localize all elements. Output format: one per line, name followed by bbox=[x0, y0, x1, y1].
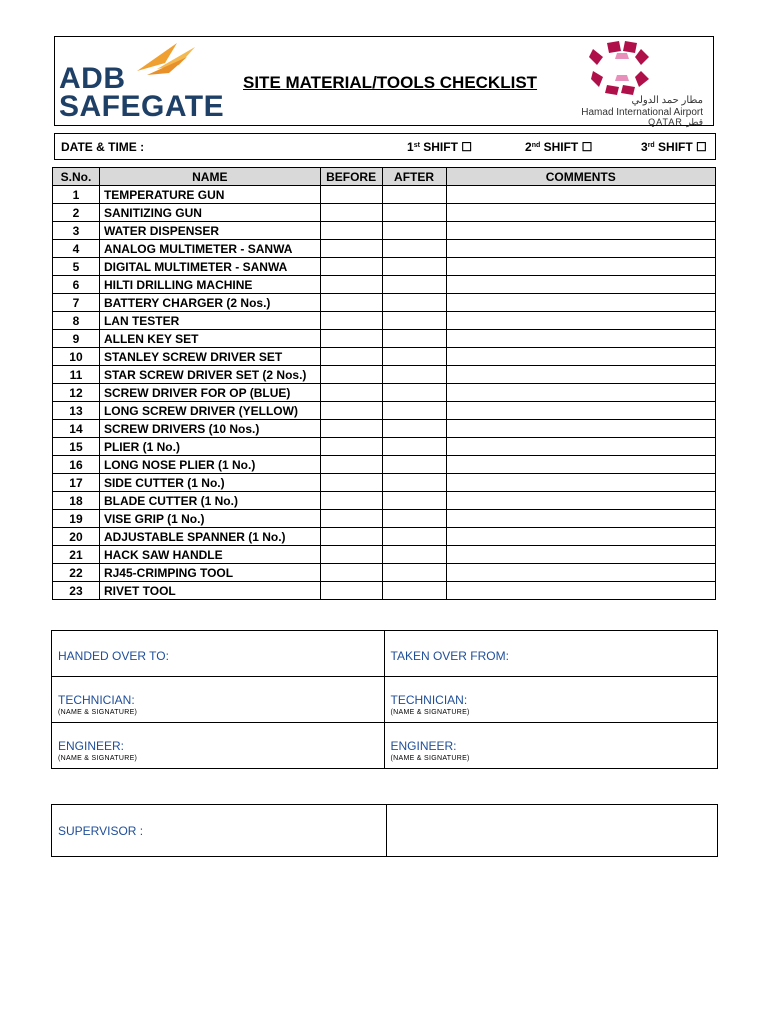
table-row bbox=[53, 222, 716, 240]
comments-cell[interactable] bbox=[446, 474, 715, 492]
after-checkbox-cell[interactable] bbox=[382, 330, 446, 348]
table-row bbox=[53, 294, 716, 312]
shift-1-label: SHIFT ☐ bbox=[419, 140, 473, 154]
sno-cell: 3 bbox=[53, 222, 100, 240]
sno-cell: 16 bbox=[53, 456, 100, 474]
airport-name-english: Hamad International Airport bbox=[581, 107, 703, 118]
table-row bbox=[53, 402, 716, 420]
after-checkbox-cell[interactable] bbox=[382, 222, 446, 240]
table-row bbox=[53, 474, 716, 492]
table-row bbox=[53, 330, 716, 348]
tool-name-cell: STANLEY SCREW DRIVER SET bbox=[99, 348, 320, 366]
after-checkbox-cell[interactable] bbox=[382, 528, 446, 546]
comments-cell[interactable] bbox=[446, 546, 715, 564]
sno-cell: 15 bbox=[53, 438, 100, 456]
tool-name-cell: DIGITAL MULTIMETER - SANWA bbox=[99, 258, 320, 276]
tool-name-cell: BATTERY CHARGER (2 Nos.) bbox=[99, 294, 320, 312]
sno-cell: 14 bbox=[53, 420, 100, 438]
airport-country: QATAR قطر bbox=[648, 117, 703, 127]
handover-table bbox=[51, 630, 718, 769]
comments-cell[interactable] bbox=[446, 366, 715, 384]
sno-cell: 5 bbox=[53, 258, 100, 276]
shift-3-label: SHIFT ☐ bbox=[654, 140, 707, 154]
taken-over-from-label: TAKEN OVER FROM: bbox=[390, 649, 509, 663]
technician-row bbox=[52, 677, 718, 723]
before-checkbox-cell[interactable] bbox=[320, 564, 382, 582]
tool-name-cell: RJ45-CRIMPING TOOL bbox=[99, 564, 320, 582]
sno-cell: 10 bbox=[53, 348, 100, 366]
sno-cell: 21 bbox=[53, 546, 100, 564]
before-checkbox-cell[interactable] bbox=[320, 258, 382, 276]
column-header-after: AFTER bbox=[382, 168, 446, 186]
tool-name-cell: LONG SCREW DRIVER (YELLOW) bbox=[99, 402, 320, 420]
comments-cell[interactable] bbox=[446, 456, 715, 474]
supervisor-label: SUPERVISOR : bbox=[52, 805, 387, 857]
page-title: SITE MATERIAL/TOOLS CHECKLIST bbox=[243, 73, 538, 92]
sno-cell: 9 bbox=[53, 330, 100, 348]
table-row bbox=[53, 240, 716, 258]
table-row bbox=[53, 348, 716, 366]
technician-right-sub: (NAME & SIGNATURE) bbox=[390, 709, 470, 716]
engineer-right-label: ENGINEER: bbox=[390, 739, 457, 753]
table-header-row bbox=[53, 168, 716, 186]
tool-name-cell: STAR SCREW DRIVER SET (2 Nos.) bbox=[99, 366, 320, 384]
logo-text bbox=[59, 62, 225, 123]
comments-cell[interactable] bbox=[446, 582, 715, 600]
table-row bbox=[53, 204, 716, 222]
after-checkbox-cell[interactable] bbox=[382, 492, 446, 510]
before-checkbox-cell[interactable] bbox=[320, 420, 382, 438]
before-checkbox-cell[interactable] bbox=[320, 528, 382, 546]
before-checkbox-cell[interactable] bbox=[320, 240, 382, 258]
engineer-row bbox=[52, 723, 718, 769]
before-checkbox-cell[interactable] bbox=[320, 330, 382, 348]
before-checkbox-cell[interactable] bbox=[320, 582, 382, 600]
column-header-before: BEFORE bbox=[320, 168, 382, 186]
comments-cell[interactable] bbox=[446, 294, 715, 312]
date-shift-row bbox=[54, 133, 716, 160]
table-row bbox=[53, 384, 716, 402]
tool-name-cell: SANITIZING GUN bbox=[99, 204, 320, 222]
after-checkbox-cell[interactable] bbox=[382, 564, 446, 582]
table-row bbox=[53, 420, 716, 438]
engineer-right-cell[interactable] bbox=[384, 723, 718, 769]
comments-cell[interactable] bbox=[446, 510, 715, 528]
handover-title-row bbox=[52, 631, 718, 677]
shift-3-checkbox[interactable] bbox=[641, 140, 707, 154]
sno-cell: 23 bbox=[53, 582, 100, 600]
table-row bbox=[53, 564, 716, 582]
after-checkbox-cell[interactable] bbox=[382, 384, 446, 402]
before-checkbox-cell[interactable] bbox=[320, 348, 382, 366]
table-row bbox=[53, 312, 716, 330]
sno-cell: 12 bbox=[53, 384, 100, 402]
comments-cell[interactable] bbox=[446, 438, 715, 456]
table-row bbox=[53, 258, 716, 276]
checklist-table bbox=[52, 167, 716, 600]
tool-name-cell: ADJUSTABLE SPANNER (1 No.) bbox=[99, 528, 320, 546]
sno-cell: 18 bbox=[53, 492, 100, 510]
before-checkbox-cell[interactable] bbox=[320, 438, 382, 456]
sno-cell: 2 bbox=[53, 204, 100, 222]
after-checkbox-cell[interactable] bbox=[382, 276, 446, 294]
before-checkbox-cell[interactable] bbox=[320, 366, 382, 384]
comments-cell[interactable] bbox=[446, 222, 715, 240]
shift-1-suffix: st bbox=[413, 142, 420, 149]
tool-name-cell: HILTI DRILLING MACHINE bbox=[99, 276, 320, 294]
tool-name-cell: BLADE CUTTER (1 No.) bbox=[99, 492, 320, 510]
after-checkbox-cell[interactable] bbox=[382, 240, 446, 258]
document-header bbox=[54, 36, 714, 126]
tool-name-cell: VISE GRIP (1 No.) bbox=[99, 510, 320, 528]
tool-name-cell: PLIER (1 No.) bbox=[99, 438, 320, 456]
before-checkbox-cell[interactable] bbox=[320, 546, 382, 564]
table-row bbox=[53, 366, 716, 384]
comments-cell[interactable] bbox=[446, 258, 715, 276]
table-row bbox=[53, 510, 716, 528]
checklist-body bbox=[53, 186, 716, 600]
comments-cell[interactable] bbox=[446, 384, 715, 402]
sno-cell: 17 bbox=[53, 474, 100, 492]
before-checkbox-cell[interactable] bbox=[320, 222, 382, 240]
sno-cell: 19 bbox=[53, 510, 100, 528]
shift-3-number: 3 bbox=[641, 140, 648, 154]
after-checkbox-cell[interactable] bbox=[382, 582, 446, 600]
comments-cell[interactable] bbox=[446, 186, 715, 204]
tool-name-cell: HACK SAW HANDLE bbox=[99, 546, 320, 564]
shift-2-checkbox[interactable] bbox=[525, 140, 592, 154]
sno-cell: 1 bbox=[53, 186, 100, 204]
after-checkbox-cell[interactable] bbox=[382, 348, 446, 366]
technician-left-sub: (NAME & SIGNATURE) bbox=[58, 709, 138, 716]
sno-cell: 11 bbox=[53, 366, 100, 384]
after-checkbox-cell[interactable] bbox=[382, 546, 446, 564]
before-checkbox-cell[interactable] bbox=[320, 204, 382, 222]
technician-right-label: TECHNICIAN: bbox=[390, 693, 468, 707]
airport-name-arabic: مطار حمد الدولي bbox=[631, 95, 703, 106]
before-checkbox-cell[interactable] bbox=[320, 510, 382, 528]
supervisor-signature-field[interactable] bbox=[386, 805, 717, 857]
sno-cell: 6 bbox=[53, 276, 100, 294]
after-checkbox-cell[interactable] bbox=[382, 312, 446, 330]
table-row bbox=[53, 438, 716, 456]
sno-cell: 4 bbox=[53, 240, 100, 258]
after-checkbox-cell[interactable] bbox=[382, 204, 446, 222]
comments-cell[interactable] bbox=[446, 240, 715, 258]
after-checkbox-cell[interactable] bbox=[382, 258, 446, 276]
shift-2-suffix: nd bbox=[531, 142, 541, 149]
tool-name-cell: LAN TESTER bbox=[99, 312, 320, 330]
logo-line-1: ADB bbox=[59, 62, 126, 95]
after-checkbox-cell[interactable] bbox=[382, 510, 446, 528]
shift-3-suffix: rd bbox=[647, 142, 655, 149]
tool-name-cell: TEMPERATURE GUN bbox=[99, 186, 320, 204]
before-checkbox-cell[interactable] bbox=[320, 312, 382, 330]
engineer-left-sub: (NAME & SIGNATURE) bbox=[58, 755, 138, 762]
shift-2-label: SHIFT ☐ bbox=[540, 140, 593, 154]
sno-cell: 13 bbox=[53, 402, 100, 420]
engineer-left-cell[interactable] bbox=[52, 723, 385, 769]
after-checkbox-cell[interactable] bbox=[382, 474, 446, 492]
hamad-airport-logo bbox=[537, 39, 709, 125]
comments-cell[interactable] bbox=[446, 564, 715, 582]
comments-cell[interactable] bbox=[446, 420, 715, 438]
shift-1-number: 1 bbox=[407, 140, 414, 154]
after-checkbox-cell[interactable] bbox=[382, 456, 446, 474]
handed-over-to-label: HANDED OVER TO: bbox=[58, 649, 169, 663]
tool-name-cell: RIVET TOOL bbox=[99, 582, 320, 600]
table-row bbox=[53, 456, 716, 474]
column-header-comments: COMMENTS bbox=[446, 168, 715, 186]
comments-cell[interactable] bbox=[446, 528, 715, 546]
handed-over-to-cell[interactable] bbox=[52, 631, 385, 677]
column-header-sno: S.No. bbox=[53, 168, 100, 186]
after-checkbox-cell[interactable] bbox=[382, 438, 446, 456]
table-row bbox=[53, 582, 716, 600]
before-checkbox-cell[interactable] bbox=[320, 186, 382, 204]
after-checkbox-cell[interactable] bbox=[382, 420, 446, 438]
before-checkbox-cell[interactable] bbox=[320, 474, 382, 492]
table-row bbox=[53, 528, 716, 546]
after-checkbox-cell[interactable] bbox=[382, 402, 446, 420]
tool-name-cell: SIDE CUTTER (1 No.) bbox=[99, 474, 320, 492]
technician-left-label: TECHNICIAN: bbox=[58, 693, 135, 707]
supervisor-table bbox=[51, 804, 718, 857]
comments-cell[interactable] bbox=[446, 330, 715, 348]
technician-left-cell[interactable] bbox=[52, 677, 385, 723]
sno-cell: 7 bbox=[53, 294, 100, 312]
tool-name-cell: SCREW DRIVERS (10 Nos.) bbox=[99, 420, 320, 438]
comments-cell[interactable] bbox=[446, 402, 715, 420]
before-checkbox-cell[interactable] bbox=[320, 456, 382, 474]
tool-name-cell: WATER DISPENSER bbox=[99, 222, 320, 240]
before-checkbox-cell[interactable] bbox=[320, 492, 382, 510]
date-time-label: DATE & TIME : bbox=[61, 140, 145, 154]
tool-name-cell: ALLEN KEY SET bbox=[99, 330, 320, 348]
tool-name-cell: SCREW DRIVER FOR OP (BLUE) bbox=[99, 384, 320, 402]
after-checkbox-cell[interactable] bbox=[382, 294, 446, 312]
adb-safegate-logo bbox=[57, 41, 237, 125]
logo-line-2: SAFEGATE bbox=[59, 90, 225, 123]
engineer-left-label: ENGINEER: bbox=[58, 739, 125, 753]
before-checkbox-cell[interactable] bbox=[320, 402, 382, 420]
engineer-right-sub: (NAME & SIGNATURE) bbox=[390, 755, 470, 762]
comments-cell[interactable] bbox=[446, 276, 715, 294]
sno-cell: 20 bbox=[53, 528, 100, 546]
after-checkbox-cell[interactable] bbox=[382, 366, 446, 384]
before-checkbox-cell[interactable] bbox=[320, 384, 382, 402]
comments-cell[interactable] bbox=[446, 204, 715, 222]
table-row bbox=[53, 546, 716, 564]
comments-cell[interactable] bbox=[446, 348, 715, 366]
table-row bbox=[53, 492, 716, 510]
sno-cell: 22 bbox=[53, 564, 100, 582]
shift-2-number: 2 bbox=[525, 140, 532, 154]
sno-cell: 8 bbox=[53, 312, 100, 330]
tool-name-cell: LONG NOSE PLIER (1 No.) bbox=[99, 456, 320, 474]
technician-right-cell[interactable] bbox=[384, 677, 718, 723]
taken-over-from-cell[interactable] bbox=[384, 631, 718, 677]
before-checkbox-cell[interactable] bbox=[320, 294, 382, 312]
comments-cell[interactable] bbox=[446, 312, 715, 330]
tool-name-cell: ANALOG MULTIMETER - SANWA bbox=[99, 240, 320, 258]
shift-1-checkbox[interactable] bbox=[407, 140, 472, 154]
after-checkbox-cell[interactable] bbox=[382, 186, 446, 204]
airport-emblem-icon bbox=[577, 39, 667, 95]
before-checkbox-cell[interactable] bbox=[320, 276, 382, 294]
comments-cell[interactable] bbox=[446, 492, 715, 510]
table-row bbox=[53, 276, 716, 294]
column-header-name: NAME bbox=[99, 168, 320, 186]
table-row bbox=[53, 186, 716, 204]
